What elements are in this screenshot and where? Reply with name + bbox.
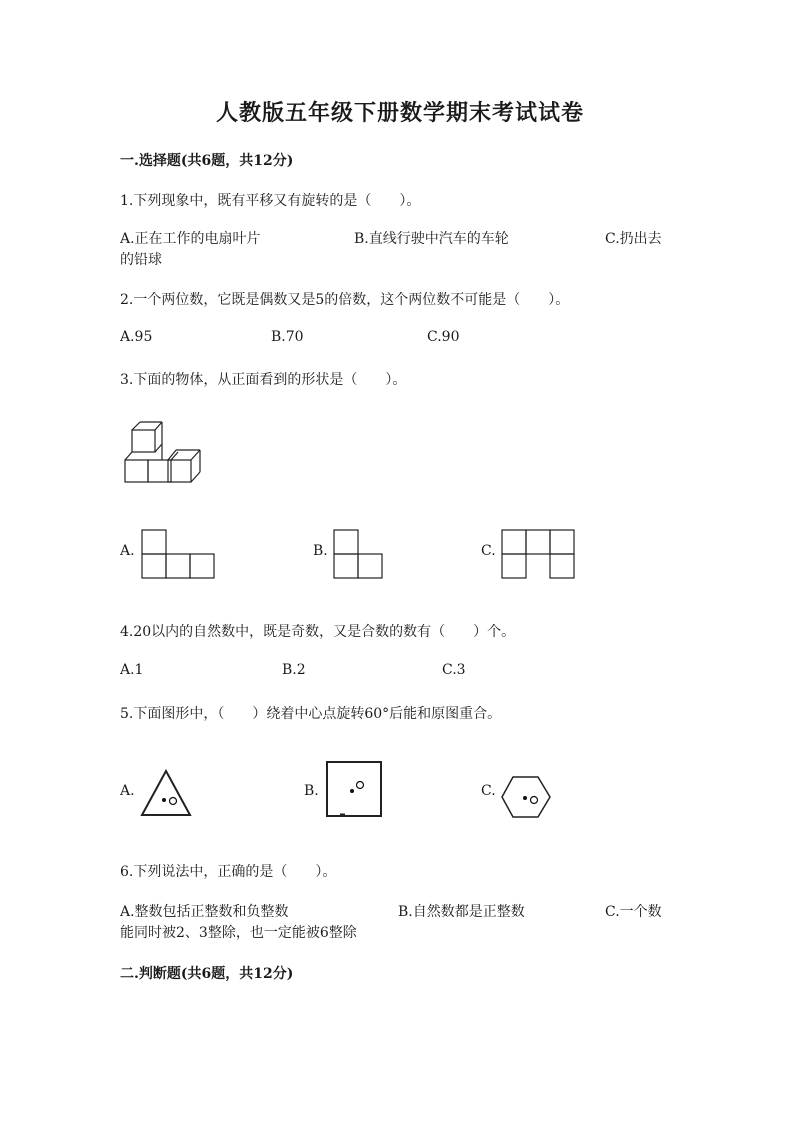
hexagon-figure: [500, 774, 552, 820]
question-4-option-c: C.3: [442, 662, 466, 678]
triangle-figure: [140, 768, 192, 818]
question-1-stem: 1.下列现象中，既有平移又有旋转的是（ ）。: [120, 193, 421, 209]
section-heading-judgement: 二.判断题(共6题，共12分): [120, 966, 294, 982]
question-5-option-c: C.: [481, 783, 496, 799]
question-1-option-c: C.扔出去: [605, 231, 662, 247]
front-view-option-a: [140, 529, 216, 579]
section-heading-choice: 一.选择题(共6题，共12分): [120, 153, 294, 169]
question-1-option-c-continued: 的铅球: [120, 252, 162, 268]
question-6-option-a: A.整数包括正整数和负整数: [120, 904, 289, 920]
question-6-option-b: B.自然数都是正整数: [398, 904, 525, 920]
question-3-stem: 3.下面的物体，从正面看到的形状是（ ）。: [120, 372, 407, 388]
front-view-option-c: [500, 529, 576, 579]
question-4-option-a: A.1: [120, 662, 144, 678]
question-3-option-c: C.: [481, 543, 496, 559]
question-6-option-c: C.一个数: [605, 904, 662, 920]
question-2-stem: 2.一个两位数，它既是偶数又是5的倍数，这个两位数不可能是（ ）。: [120, 292, 570, 308]
question-2-option-a: A.95: [120, 329, 153, 345]
cube-stack-figure: [120, 420, 210, 490]
question-1-option-b: B.直线行驶中汽车的车轮: [354, 231, 509, 247]
question-3-option-b: B.: [313, 543, 328, 559]
question-1-option-a: A.正在工作的电扇叶片: [120, 231, 261, 247]
question-5-stem: 5.下面图形中，（ ）绕着中心点旋转60°后能和原图重合。: [120, 706, 502, 722]
question-6-option-c-continued: 能同时被2、3整除，也一定能被6整除: [120, 925, 357, 941]
question-2-option-c: C.90: [427, 329, 460, 345]
page-title: 人教版五年级下册数学期末考试试卷: [215, 100, 584, 126]
question-6-stem: 6.下列说法中，正确的是（ ）。: [120, 864, 337, 880]
question-2-option-b: B.70: [271, 329, 304, 345]
question-3-option-a: A.: [120, 543, 135, 559]
question-5-option-b: B.: [304, 783, 319, 799]
square-figure: [325, 760, 383, 818]
question-5-option-a: A.: [120, 783, 135, 799]
question-4-stem: 4.20以内的自然数中，既是奇数，又是合数的数有（ ）个。: [120, 624, 516, 640]
question-4-option-b: B.2: [282, 662, 306, 678]
front-view-option-b: [332, 529, 384, 579]
